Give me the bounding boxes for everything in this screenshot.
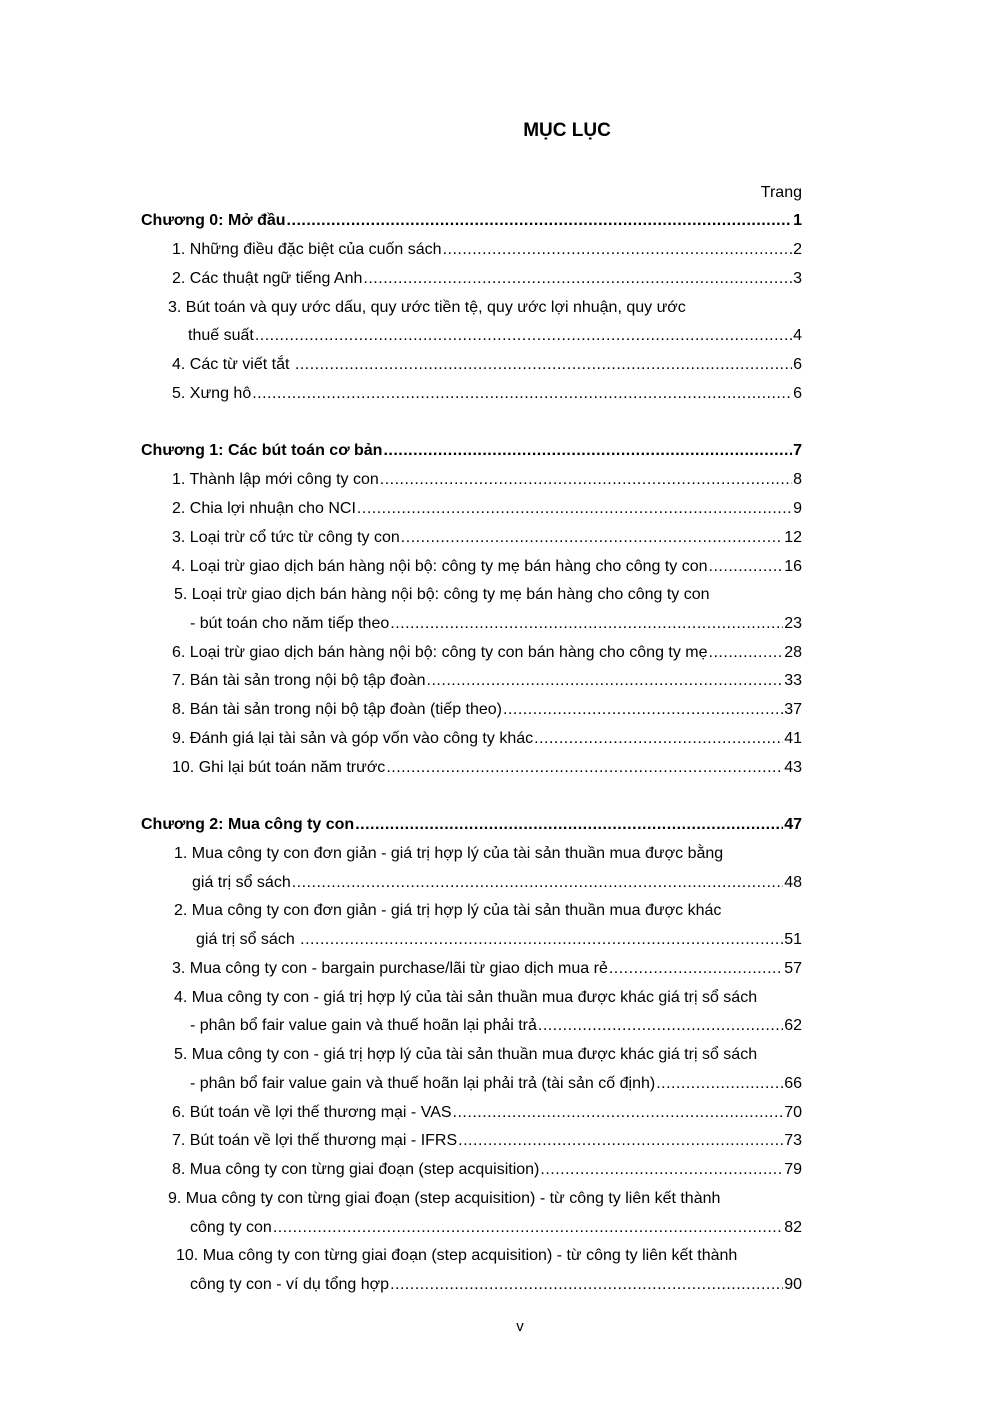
dot-leader: [401, 527, 783, 549]
toc-item[interactable]: [0, 1159, 992, 1181]
dot-leader: [292, 872, 783, 894]
page-number: 28: [784, 644, 802, 661]
page-number: 4: [793, 327, 802, 344]
toc-item[interactable]: [0, 670, 992, 692]
toc-item[interactable]: [0, 469, 992, 491]
dot-leader: [443, 239, 793, 261]
dot-leader: [609, 958, 783, 980]
dot-leader: [538, 1015, 783, 1037]
entry-title: 4. Mua công ty con - giá trị hợp lý của tài sản thuần mua được khác giá trị sổ sách: [174, 989, 758, 1006]
toc-item[interactable]: [0, 1274, 992, 1296]
entry-title: Chương 2: Mua công ty con: [141, 816, 355, 833]
page-number: 8: [793, 471, 802, 488]
toc-item[interactable]: [0, 354, 992, 376]
toc-item[interactable]: [0, 642, 992, 664]
entry-title: công ty con - ví dụ tổng hợp: [190, 1276, 390, 1293]
toc-item[interactable]: [0, 1245, 992, 1267]
toc-chapter-1[interactable]: [0, 440, 992, 462]
toc-item[interactable]: [0, 1102, 992, 1124]
entry-title: 7. Bán tài sản trong nội bộ tập đoàn: [172, 672, 426, 689]
entry-title: 4. Loại trừ giao dịch bán hàng nội bộ: công ty mẹ bán hàng cho công ty con: [172, 558, 708, 575]
page-number: 9: [793, 500, 802, 517]
toc-item[interactable]: [0, 1188, 992, 1210]
dot-leader: [453, 1102, 784, 1124]
entry-title: 6. Bút toán về lợi thế thương mại - VAS: [172, 1104, 452, 1121]
entry-title: 5. Loại trừ giao dịch bán hàng nội bộ: công ty mẹ bán hàng cho công ty con: [174, 586, 710, 603]
page-number: 73: [784, 1132, 802, 1149]
page-number: 33: [784, 672, 802, 689]
entry-title: 8. Mua công ty con từng giai đoạn (step acquisition): [172, 1161, 540, 1178]
toc-item[interactable]: [0, 958, 992, 980]
dot-leader: [357, 498, 792, 520]
toc-item[interactable]: [0, 1217, 992, 1239]
entry-title: 3. Loại trừ cổ tức từ công ty con: [172, 529, 400, 546]
dot-leader: [287, 210, 793, 232]
toc-item[interactable]: [0, 900, 992, 922]
page-number: 57: [784, 960, 802, 977]
entry-title: 5. Mua công ty con - giá trị hợp lý của tài sản thuần mua được khác giá trị sổ sách: [174, 1046, 758, 1063]
toc-item[interactable]: [0, 872, 992, 894]
dot-leader: [355, 814, 783, 836]
dot-leader: [458, 1130, 783, 1152]
page-number: 41: [784, 730, 802, 747]
page-number: 70: [784, 1104, 802, 1121]
page-number: 6: [793, 385, 802, 402]
entry-title: Chương 0: Mở đầu: [141, 212, 286, 229]
page-number: 82: [784, 1219, 802, 1236]
toc-item[interactable]: [0, 268, 992, 290]
toc-item[interactable]: [0, 843, 992, 865]
toc-chapter-2[interactable]: [0, 814, 992, 836]
toc-item[interactable]: [0, 929, 992, 951]
toc-item[interactable]: [0, 728, 992, 750]
dot-leader: [255, 325, 792, 347]
toc-item[interactable]: [0, 1015, 992, 1037]
entry-title: 7. Bút toán về lợi thế thương mại - IFRS: [172, 1132, 458, 1149]
page-number: 6: [793, 356, 802, 373]
toc-item[interactable]: [0, 498, 992, 520]
dot-leader: [709, 642, 784, 664]
entry-title: 5. Xưng hô: [172, 385, 252, 402]
dot-leader: [427, 670, 784, 692]
page-number: 79: [784, 1161, 802, 1178]
toc-item[interactable]: [0, 1044, 992, 1066]
entry-title: 1. Những điều đặc biệt của cuốn sách: [172, 241, 442, 258]
page-number: 1: [793, 212, 802, 229]
dot-leader: [390, 613, 783, 635]
page-number: 3: [793, 270, 802, 287]
entry-title: 10. Mua công ty con từng giai đoạn (step acquisition) - từ công ty liên kết thành: [176, 1247, 738, 1264]
entry-title: 9. Mua công ty con từng giai đoạn (step acquisition) - từ công ty liên kết thành: [168, 1190, 721, 1207]
footer-page-number: v: [516, 1318, 524, 1335]
entry-title: 2. Chia lợi nhuận cho NCI: [172, 500, 356, 517]
entry-title: công ty con: [190, 1219, 272, 1236]
entry-title: giá trị sổ sách: [192, 874, 291, 891]
toc-chapter-0[interactable]: [0, 210, 992, 232]
page-number: 16: [784, 558, 802, 575]
toc-item[interactable]: [0, 757, 992, 779]
page-number: 2: [793, 241, 802, 258]
entry-title: 9. Đánh giá lại tài sản và góp vốn vào công ty khác: [172, 730, 534, 747]
dot-leader: [390, 1274, 783, 1296]
toc-item[interactable]: [0, 699, 992, 721]
page-number: 7: [793, 442, 802, 459]
dot-leader: [386, 757, 783, 779]
entry-title: 1. Mua công ty con đơn giản - giá trị hợp lý của tài sản thuần mua được bằng: [174, 845, 724, 862]
toc-item[interactable]: [0, 527, 992, 549]
dot-leader: [383, 440, 792, 462]
dot-leader: [503, 699, 783, 721]
entry-title: 3. Bút toán và quy ước dấu, quy ước tiền tệ, quy ước lợi nhuận, quy ước: [168, 299, 686, 316]
dot-leader: [273, 1217, 783, 1239]
toc-item[interactable]: [0, 325, 992, 347]
page-number: 90: [784, 1276, 802, 1293]
dot-leader: [300, 929, 783, 951]
entry-title: 10. Ghi lại bút toán năm trước: [172, 759, 386, 776]
toc-item[interactable]: [0, 383, 992, 405]
entry-title: 1. Thành lập mới công ty con: [172, 471, 379, 488]
page-number: 47: [784, 816, 802, 833]
entry-title: - phân bổ fair value gain và thuế hoãn lại phải trả (tài sản cố định): [190, 1075, 656, 1092]
entry-title: Chương 1: Các bút toán cơ bản: [141, 442, 383, 459]
entry-title: 8. Bán tài sản trong nội bộ tập đoàn (tiếp theo): [172, 701, 503, 718]
dot-leader: [380, 469, 792, 491]
toc-item[interactable]: [0, 1130, 992, 1152]
page-column-header: Trang: [760, 184, 802, 201]
dot-leader: [252, 383, 792, 405]
entry-title: giá trị sổ sách: [196, 931, 300, 948]
dot-leader: [363, 268, 792, 290]
entry-title: - phân bổ fair value gain và thuế hoãn lại phải trả: [190, 1017, 537, 1034]
entry-title: 2. Mua công ty con đơn giản - giá trị hợp lý của tài sản thuần mua được khác: [174, 902, 722, 919]
dot-leader: [295, 354, 792, 376]
entry-title: - bút toán cho năm tiếp theo: [190, 615, 390, 632]
page-number: 51: [784, 931, 802, 948]
toc-item[interactable]: [0, 239, 992, 261]
dot-leader: [534, 728, 783, 750]
dot-leader: [540, 1159, 783, 1181]
entry-title: 6. Loại trừ giao dịch bán hàng nội bộ: công ty con bán hàng cho công ty mẹ: [172, 644, 708, 661]
page-number: 66: [784, 1075, 802, 1092]
page-title: MỤC LỤC: [523, 120, 611, 141]
page-number: 43: [784, 759, 802, 776]
page-number: 12: [784, 529, 802, 546]
toc-item[interactable]: [0, 297, 992, 319]
page-number: 23: [784, 615, 802, 632]
entry-title: 3. Mua công ty con - bargain purchase/lãi từ giao dịch mua rẻ: [172, 960, 608, 977]
entry-title: 2. Các thuật ngữ tiếng Anh: [172, 270, 363, 287]
entry-title: 4. Các từ viết tắt: [172, 356, 294, 373]
entry-title: thuế suất: [188, 327, 254, 344]
toc-item[interactable]: [0, 584, 992, 606]
page-number: 62: [784, 1017, 802, 1034]
toc-item[interactable]: [0, 613, 992, 635]
toc-item[interactable]: [0, 556, 992, 578]
page-number: 37: [784, 701, 802, 718]
dot-leader: [656, 1073, 783, 1095]
page-number: 48: [784, 874, 802, 891]
dot-leader: [709, 556, 784, 578]
toc-item[interactable]: [0, 1073, 992, 1095]
toc-item[interactable]: [0, 987, 992, 1009]
